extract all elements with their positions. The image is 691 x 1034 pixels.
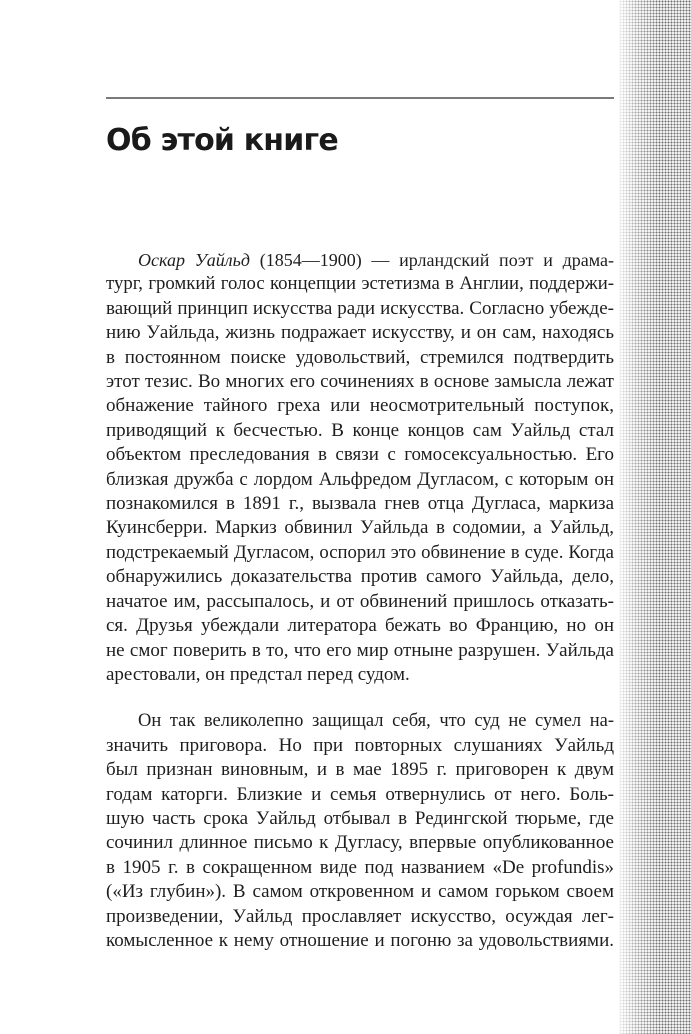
paragraph-2-line: в 1905 г. в сокращенном виде под названием «De profundis» xyxy=(106,856,614,878)
paragraph-2-line: годам каторги. Близкие и семья отвернулись от него. Боль- xyxy=(106,783,614,805)
paragraph-2-line: произведении, Уайльд прославляет искусство, осуждая лег- xyxy=(106,905,614,927)
paragraph-2-line: значить приговора. Но при повторных слушаниях Уайльд xyxy=(106,734,614,756)
paragraph-2-line: был признан виновным, и в мае 1895 г. приговорен к двум xyxy=(106,759,614,781)
paragraph-1-line: арестовали, он предстал перед судом. xyxy=(106,663,410,685)
paragraph-1-line: этот тезис. Во многих его сочинениях в основе замысла лежат xyxy=(106,371,614,393)
paragraph-1-line: нию Уайльда, жизнь подражает искусству, и он сам, находясь xyxy=(106,322,614,344)
paragraph-1-line: обнажение тайного греха или неосмотрительный поступок, xyxy=(106,395,614,417)
paragraph-1-line: тург, громкий голос концепции эстетизма в Англии, поддержи- xyxy=(106,273,614,295)
paragraph-2-line: сочинил длинное письмо к Дугласу, впервые опубликованное xyxy=(106,832,614,854)
paragraph-2-line: («Из глубин»). В самом откровенном и самом горьком своем xyxy=(106,881,614,903)
header-rule xyxy=(106,97,614,99)
paragraph-1-line-1: Оскар Уайльд (1854—1900) — ирландский поэт и драма- xyxy=(138,250,615,270)
page-title: Об этой книге xyxy=(106,123,338,158)
paragraph-2-line: Он так великолепно защищал себя, что суд не сумел на- xyxy=(138,711,614,732)
body-text xyxy=(106,248,614,953)
paragraph-1 xyxy=(106,248,614,687)
paragraph-1-line: объектом преследования в связи с гомосексуальностью. Его xyxy=(106,444,614,466)
paragraph-1-line: близкая дружба с лордом Альфредом Дугласом, с которым он xyxy=(106,468,614,490)
author-name: Оскар Уайльд xyxy=(138,250,250,270)
paragraph-1-line: в постоянном поиске удовольствий, стремился подтвердить xyxy=(106,346,614,368)
paragraph-2 xyxy=(106,709,614,953)
paragraph-1-line: не смог поверить в то, что его мир отныне разрушен. Уайльда xyxy=(106,639,614,661)
paragraph-1-line: познакомился в 1891 г., вызвала гнев отца Дугласа, маркиза xyxy=(106,493,614,515)
paragraph-1-line: ся. Друзья убеждали литератора бежать во Францию, но он xyxy=(106,615,614,637)
page-edge-halftone xyxy=(619,0,691,1034)
paragraph-2-line: комысленное к нему отношение и погоню за удовольствиями. xyxy=(106,929,614,951)
paragraph-1-line: Куинсберри. Маркиз обвинил Уайльда в содомии, а Уайльд, xyxy=(106,517,614,539)
paragraph-1-line: вающий принцип искусства ради искусства. Согласно убежде- xyxy=(106,297,614,319)
paragraph-2-line: шую часть срока Уайльд отбывал в Редингской тюрьме, где xyxy=(106,807,614,829)
paragraph-1-line: начатое им, рассыпалось, и от обвинений пришлось отказать- xyxy=(106,590,614,612)
paragraph-1-line: обнаружились доказательства против самого Уайльда, дело, xyxy=(106,566,614,588)
paragraph-1-line: подстрекаемый Дугласом, оспорил это обвинение в суде. Когда xyxy=(106,541,614,563)
paragraph-1-line: приводящий к бесчестью. В конце концов сам Уайльд стал xyxy=(106,419,614,441)
